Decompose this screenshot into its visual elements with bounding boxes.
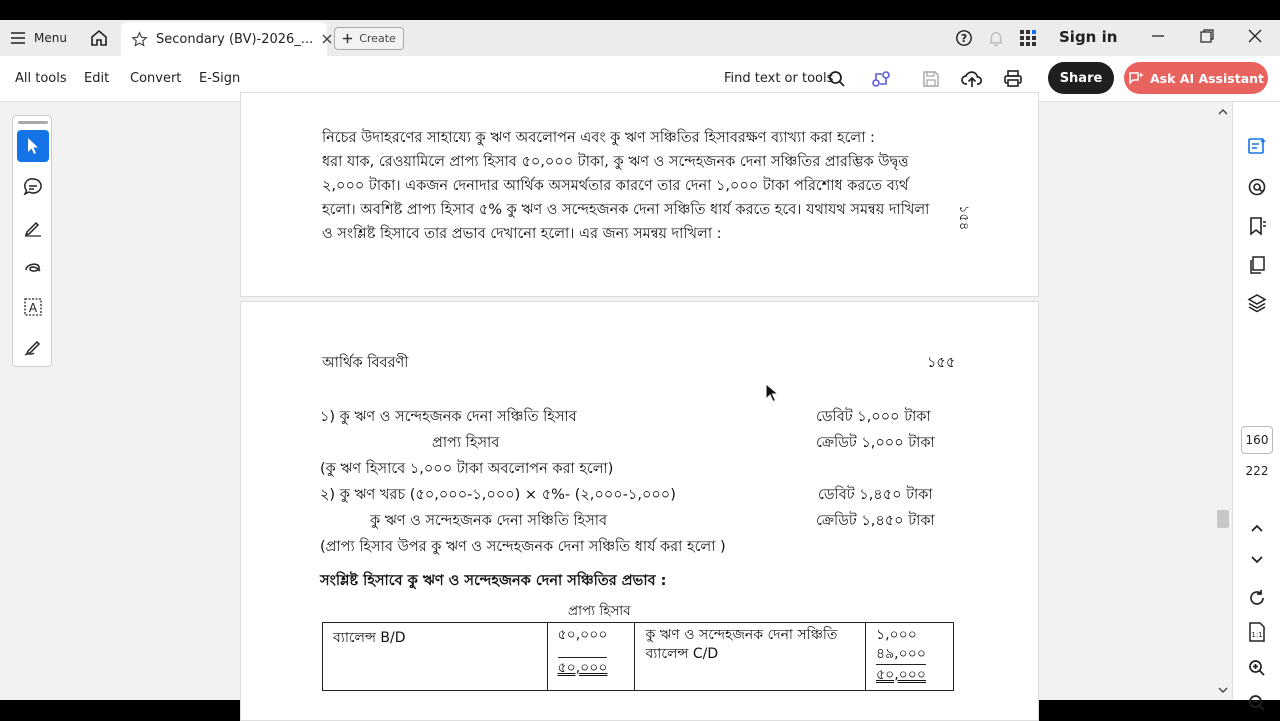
page-number-input[interactable]: 160 <box>1241 426 1273 454</box>
zoom-in-icon <box>1248 659 1266 677</box>
sign-in-button[interactable]: Sign in <box>1059 28 1118 46</box>
select-tool-button[interactable] <box>17 130 49 162</box>
panel-grip[interactable] <box>18 121 48 124</box>
minimize-button[interactable] <box>1150 28 1166 44</box>
comments-panel-button[interactable] <box>1246 135 1268 157</box>
menu-all-tools[interactable]: All tools <box>15 71 67 86</box>
tab-title: Secondary (BV)-2026_... <box>156 31 314 47</box>
signature-pen-icon <box>23 337 43 357</box>
close-icon <box>1247 28 1263 44</box>
save-icon <box>922 70 940 88</box>
home-icon <box>89 28 109 48</box>
layers-button[interactable] <box>1246 292 1268 314</box>
at-sign-icon <box>1247 177 1267 197</box>
journal-entry-line: কু ঋণ ও সন্দেহজনক দেনা সঞ্চিতি হিসাব <box>370 513 608 529</box>
ai-assistant-label: Ask AI Assistant <box>1149 70 1265 86</box>
ledger-amount: ৪৯,০০০ <box>876 646 926 662</box>
scroll-up-icon[interactable] <box>1218 108 1228 116</box>
bell-icon <box>987 29 1005 47</box>
journal-entry-line: ১) কু ঋণ ও সন্দেহজনক দেনা সঞ্চিতি হিসাব <box>320 409 577 425</box>
ledger-title: প্রাপ্য হিসাব <box>568 603 631 619</box>
star-icon[interactable] <box>131 31 148 48</box>
bookmarks-button[interactable] <box>1246 215 1268 237</box>
menu-convert[interactable]: Convert <box>130 71 182 86</box>
journal-entry-note: (প্রাপ্য হিসাব উপর কু ঋণ ও সন্দেহজনক দেনা সঞ্চিতি ধার্য করা হলো ) <box>320 539 726 555</box>
ledger-table <box>322 622 954 691</box>
layers-icon <box>1247 293 1267 313</box>
find-text-button[interactable]: Find text or tools <box>724 71 834 86</box>
tab-bar <box>0 20 1280 56</box>
text-line: ২,০০০ টাকা। একজন দেনাদার আর্থিক অসমর্থতার কারণে তার দেনা ১,০০০ টাকা পরিশোধ করতে ব্যর্থ <box>322 178 909 194</box>
apps-button[interactable] <box>1019 29 1037 47</box>
share-button[interactable]: Share <box>1048 62 1114 94</box>
chevron-up-icon <box>1250 523 1264 533</box>
create-label: Create <box>359 32 396 45</box>
bookmark-icon <box>1247 216 1267 236</box>
text-box-icon <box>23 297 43 317</box>
draw-tool-button[interactable] <box>17 251 49 283</box>
journal-entry-note: (কু ঋণ হিসাবে ১,০০০ টাকা অবলোপন করা হলো) <box>320 461 614 477</box>
svg-text:?: ? <box>960 32 968 46</box>
journal-entry-line: ২) কু ঋণ খরচ (৫০,০০০-১,০০০) × ৫%- (২,০০০-১,০০০) <box>320 487 676 503</box>
section-heading: সংশ্লিষ্ট হিসাবে কু ঋণ ও সন্দেহজনক দেনা সঞ্চিতির প্রভাব : <box>320 573 667 589</box>
zoom-in-button[interactable] <box>1246 657 1268 679</box>
cursor-arrow-icon <box>25 137 41 155</box>
help-icon <box>955 29 973 47</box>
freehand-icon <box>23 257 43 277</box>
highlight-tool-button[interactable] <box>17 211 49 243</box>
ledger-cell <box>635 623 866 691</box>
tab-document[interactable] <box>121 22 327 56</box>
ledger-total: ৫০,০০০ <box>876 664 926 685</box>
close-tab-icon[interactable] <box>321 33 333 45</box>
print-icon <box>1003 69 1023 89</box>
comment-icon <box>23 177 43 197</box>
svg-text:1:1: 1:1 <box>1251 631 1263 639</box>
previous-page-button[interactable] <box>1246 517 1268 539</box>
ai-assistant-icon <box>1128 70 1144 86</box>
search-button[interactable] <box>826 68 848 90</box>
vertical-scrollbar[interactable] <box>1214 102 1232 700</box>
fit-page-button[interactable] <box>1246 621 1268 643</box>
text-line: নিচের উদাহরণের সাহায্যে কু ঋণ অবলোপন এবং কু ঋণ সঞ্চিতির হিসাবরক্ষণ ব্যাখ্যা করা হলো : <box>322 130 875 146</box>
journal-entry-amount: ডেবিট ১,০০০ টাকা <box>816 409 931 425</box>
upload-button[interactable] <box>961 68 983 90</box>
next-page-button[interactable] <box>1246 549 1268 571</box>
journal-entry-amount: ক্রেডিট ১,৪৫০ টাকা <box>816 513 935 529</box>
scrollbar-thumb[interactable] <box>1217 510 1229 528</box>
ai-assistant-button[interactable] <box>1124 62 1268 94</box>
sign-tool-button[interactable] <box>17 331 49 363</box>
fit-page-icon <box>1248 622 1266 642</box>
comment-panel-icon <box>1247 136 1267 156</box>
pen-icon <box>23 217 43 237</box>
mouse-cursor-icon <box>765 383 779 403</box>
refresh-icon <box>1248 589 1266 607</box>
text-line: ও সংশ্লিষ্ট হিসাবে তার প্রভাব দেখানো হলো। এর জন্য সমন্বয় দাখিলা : <box>322 226 722 242</box>
right-sidebar <box>1232 102 1280 700</box>
create-button[interactable] <box>334 27 404 50</box>
acrobat-window <box>0 20 1280 700</box>
hamburger-icon <box>10 31 26 45</box>
close-window-button[interactable] <box>1247 28 1263 44</box>
pages-icon <box>1247 255 1267 275</box>
page-number: ১৫৫ <box>927 355 956 371</box>
pdf-page <box>240 301 1039 721</box>
ledger-cell <box>547 623 635 691</box>
page-total: 222 <box>1245 464 1269 478</box>
menu-edit[interactable]: Edit <box>84 71 110 86</box>
chevron-down-icon <box>1250 555 1264 565</box>
text-line: হলো। অবশিষ্ট প্রাপ্য হিসাব ৫% কু ঋণ ও সন্দেহজনক দেনা সঞ্চিতি ধার্য করতে হবে। যথাযথ সমন্বয় দাখিলা <box>322 202 930 218</box>
restore-button[interactable] <box>1199 28 1215 44</box>
compare-icon <box>871 69 891 89</box>
journal-entry-line: প্রাপ্য হিসাব <box>432 435 500 451</box>
cloud-upload-icon <box>961 69 983 89</box>
help-button[interactable] <box>955 29 973 47</box>
pages-panel-button[interactable] <box>1246 254 1268 276</box>
search-icon <box>828 70 846 88</box>
ledger-cell <box>323 623 548 691</box>
journal-entry-amount: ডেবিট ১,৪৫০ টাকা <box>818 487 933 503</box>
home-button[interactable] <box>89 27 111 49</box>
ledger-cell <box>866 623 954 691</box>
text-tool-button[interactable] <box>17 291 49 323</box>
quick-tools-panel <box>12 115 52 367</box>
restore-icon <box>1199 28 1215 44</box>
ledger-total: ৫০,০০০ <box>558 657 608 678</box>
journal-entry-amount: ক্রেডিট ১,০০০ টাকা <box>816 435 935 451</box>
text-line: ধরা যাক, রেওয়ামিলে প্রাপ্য হিসাব ৫০,০০০ টাকা, কু ঋণ ও সন্দেহজনক দেনা সঞ্চিতির প্রারম্ভিক উদ্বৃত্ত <box>322 154 909 170</box>
compare-tool-button[interactable] <box>870 68 892 90</box>
plus-icon <box>342 33 353 44</box>
document-viewport[interactable] <box>0 102 1232 700</box>
menu-button[interactable] <box>10 28 67 48</box>
svg-text:A: A <box>28 301 38 315</box>
apps-grid-icon <box>1019 29 1037 47</box>
table-row <box>323 623 954 691</box>
page-side-number: ১৫৪ <box>956 205 971 231</box>
notifications-button[interactable] <box>987 29 1005 47</box>
page-header-title: আর্থিক বিবরণী <box>322 355 409 371</box>
ledger-desc: কু ঋণ ও সন্দেহজনক দেনা সঞ্চিতি <box>645 627 838 643</box>
ledger-amount: ১,০০০ <box>876 627 917 643</box>
ledger-amount: ৫০,০০০ <box>557 627 608 643</box>
print-button[interactable] <box>1002 68 1024 90</box>
comment-tool-button[interactable] <box>17 171 49 203</box>
minimize-icon <box>1150 28 1166 44</box>
menu-esign[interactable]: E-Sign <box>199 71 241 86</box>
pdf-page <box>240 92 1039 297</box>
save-button[interactable] <box>920 68 942 90</box>
rotate-button[interactable] <box>1246 587 1268 609</box>
ledger-desc: ব্যালেন্স C/D <box>645 646 719 662</box>
ledger-desc: ব্যালেন্স B/D <box>333 630 406 646</box>
scroll-down-icon[interactable] <box>1218 686 1228 694</box>
zoom-out-button[interactable] <box>1246 692 1268 714</box>
ai-panel-button[interactable] <box>1246 176 1268 198</box>
zoom-out-icon <box>1248 694 1266 712</box>
menu-label: Menu <box>34 31 67 45</box>
